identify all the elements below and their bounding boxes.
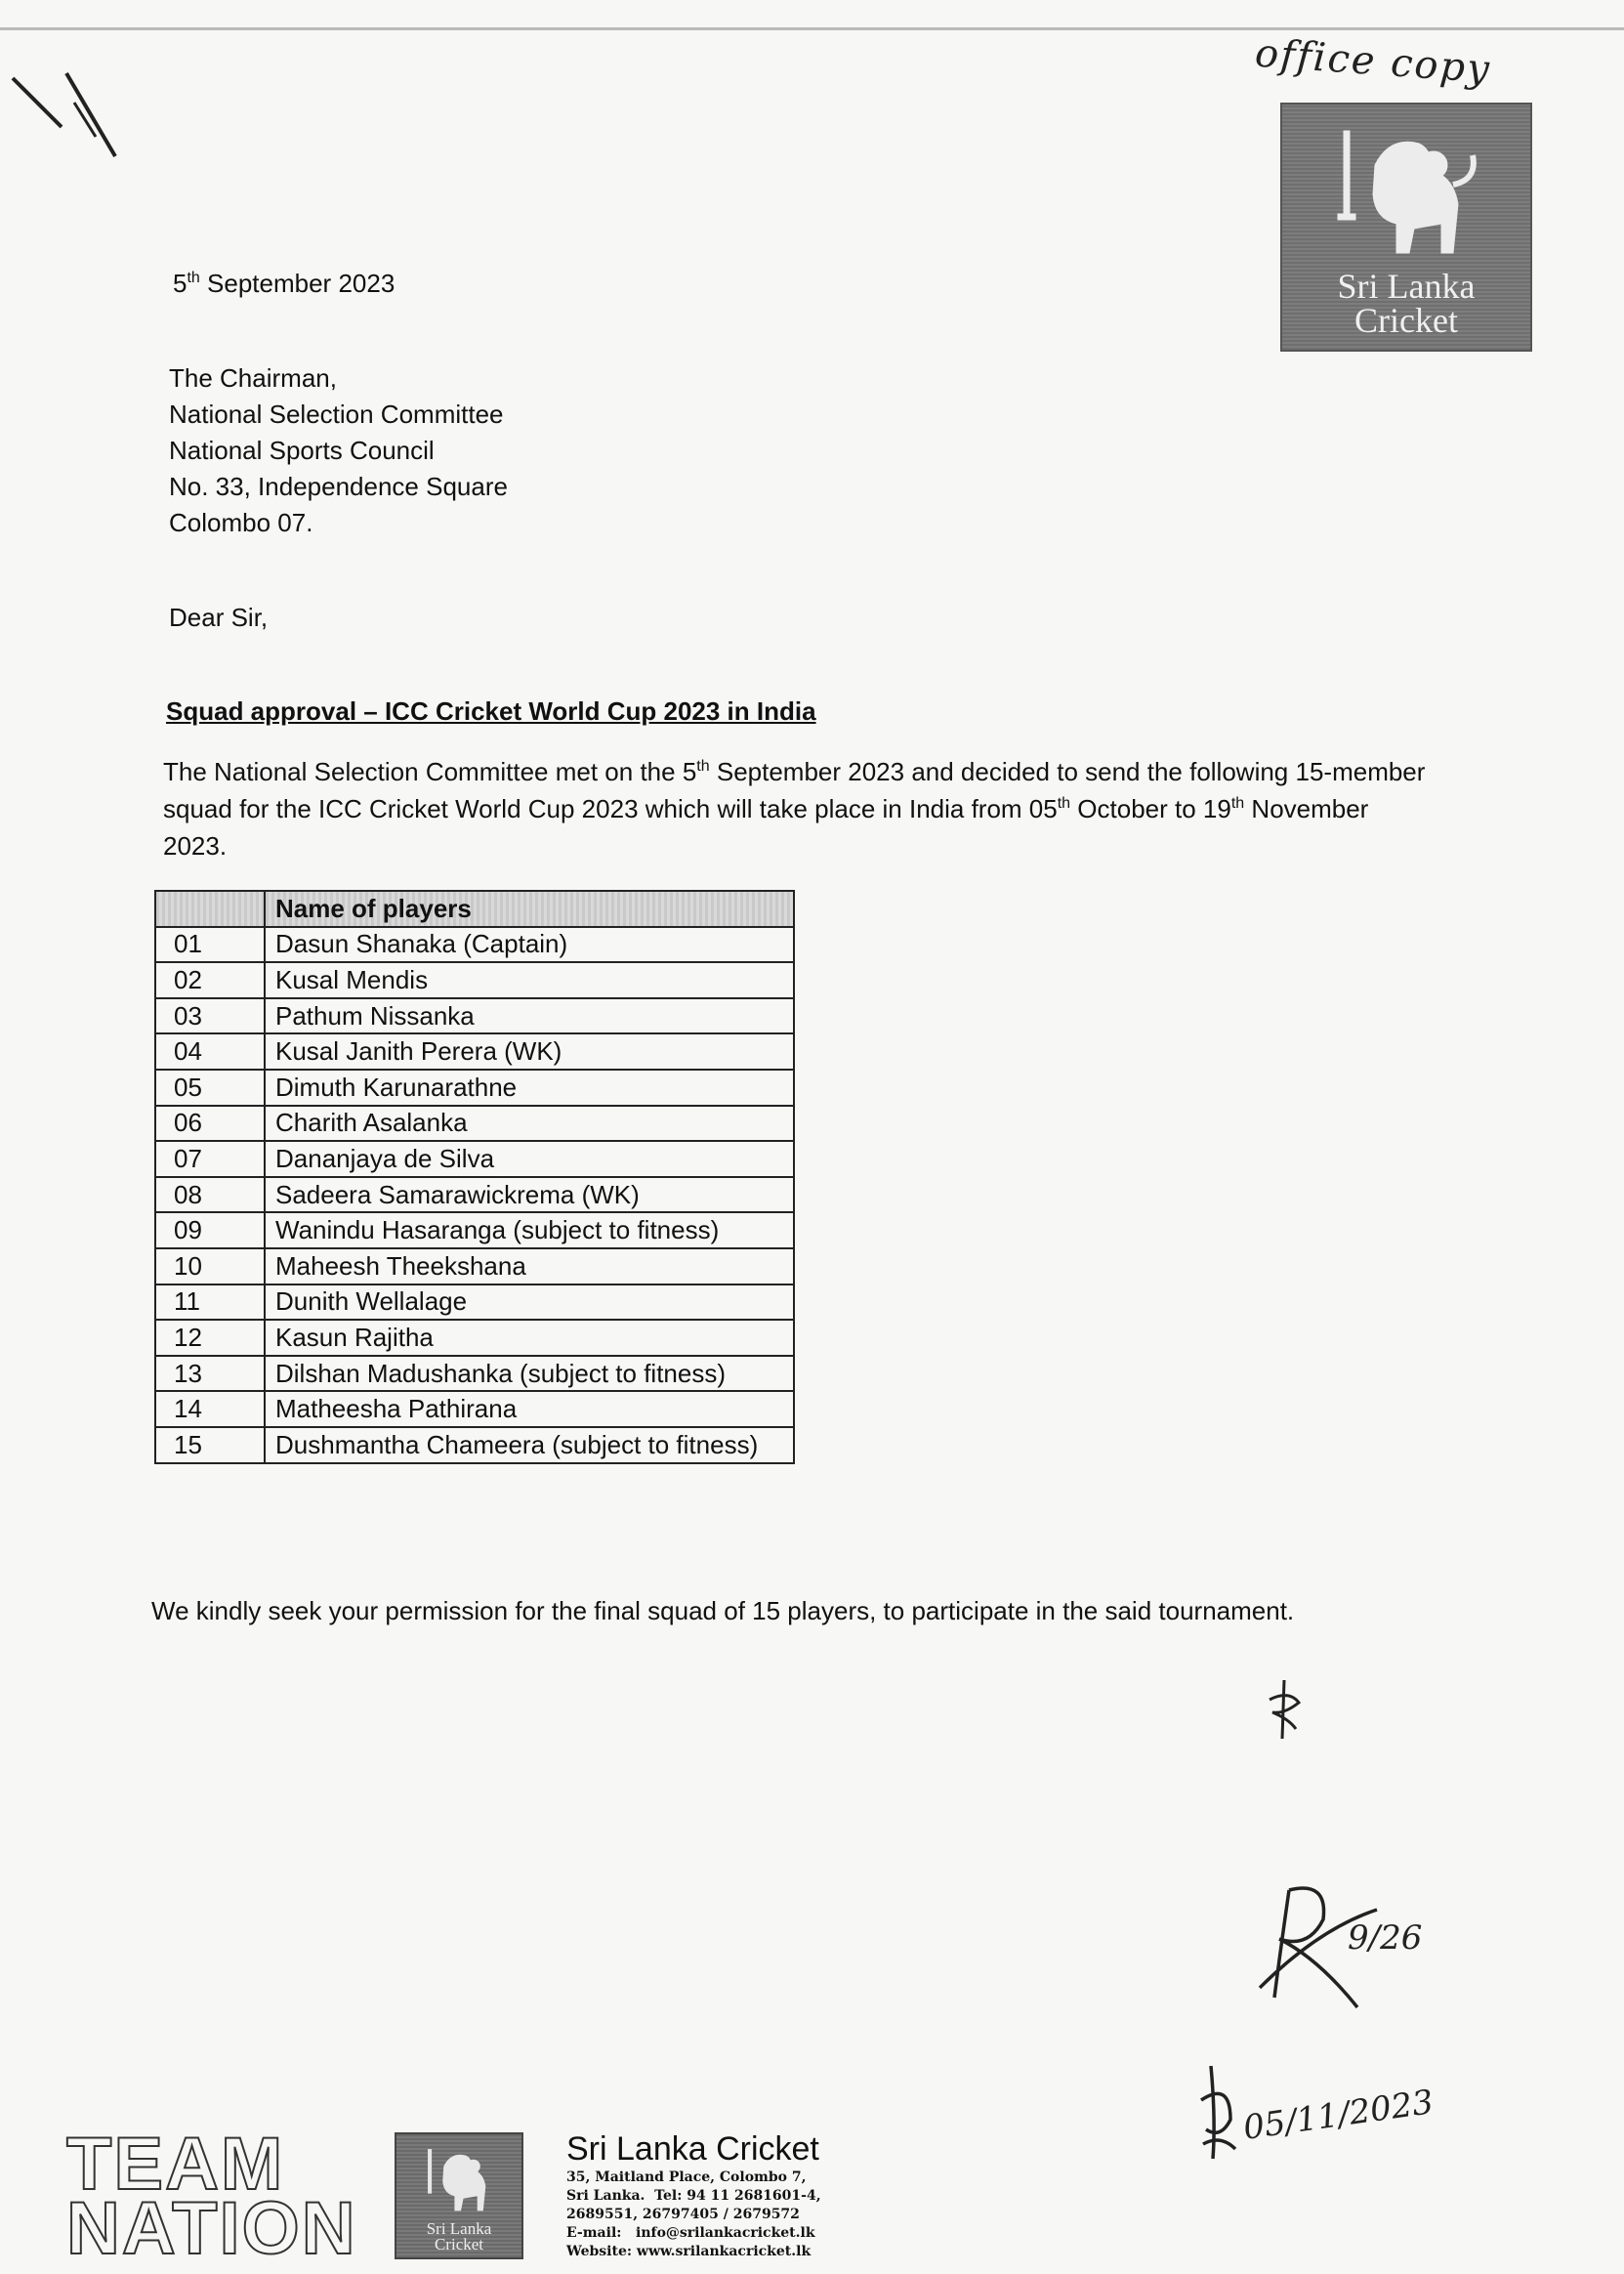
date-suffix: th [187, 270, 200, 286]
player-number: 06 [155, 1106, 265, 1142]
office-copy-handwritten-note: office copy [1253, 30, 1493, 93]
table-row [155, 962, 794, 998]
player-number: 05 [155, 1070, 265, 1106]
player-name: Wanindu Hasaranga (subject to fitness) [265, 1212, 794, 1248]
table-row [155, 1320, 794, 1356]
player-name: Kusal Mendis [265, 962, 794, 998]
player-name: Dimuth Karunarathne [265, 1070, 794, 1106]
players-table-body [155, 927, 794, 1463]
table-row [155, 1070, 794, 1106]
player-number: 14 [155, 1391, 265, 1427]
scan-top-edge-line [0, 27, 1624, 30]
player-name: Dasun Shanaka (Captain) [265, 927, 794, 963]
organization-contact-details: 35, Maitland Place, Colombo 7, Sri Lanka. Tel: 94 11 2681601-4, 2689551, 26797405 / 2679572 E-mail: info@srilankacricket.lk Website: www.srilankacricket.lk [566, 2169, 821, 2259]
logo-text-line1: Sri Lanka [1337, 267, 1476, 306]
player-name: Kusal Janith Perera (WK) [265, 1033, 794, 1070]
body-paragraph [163, 753, 1433, 864]
team-nation-logo [66, 2123, 379, 2270]
organization-name: Sri Lanka Cricket [566, 2130, 819, 2168]
handwritten-date-note: 05/11/2023 [1240, 2083, 1437, 2148]
handwritten-slash-marks [8, 68, 135, 166]
handwritten-signature-initials [1250, 1871, 1436, 2017]
table-row [155, 1284, 794, 1321]
table-row [155, 1248, 794, 1284]
player-number: 10 [155, 1248, 265, 1284]
player-number: 12 [155, 1320, 265, 1356]
player-number: 08 [155, 1177, 265, 1213]
para-part-d: November 2023. [163, 794, 1369, 861]
date-day: 5 [173, 269, 187, 298]
footer-cricket-logo [395, 2132, 523, 2259]
player-name: Sadeera Samarawickrema (WK) [265, 1177, 794, 1213]
player-name: Dananjaya de Silva [265, 1141, 794, 1177]
table-row [155, 1427, 794, 1463]
player-name: Dushmantha Chameera (subject to fitness) [265, 1427, 794, 1463]
player-name: Maheesh Theekshana [265, 1248, 794, 1284]
players-table [154, 890, 795, 1464]
player-number: 11 [155, 1284, 265, 1321]
player-name: Pathum Nissanka [265, 998, 794, 1034]
recipient-address: The Chairman, National Selection Committee National Sports Council No. 33, Independence Square Colombo 07. [169, 363, 508, 537]
footer-lion-emblem-icon [424, 2144, 498, 2218]
table-row [155, 1106, 794, 1142]
table-header-name: Name of players [265, 891, 794, 927]
player-number: 02 [155, 962, 265, 998]
table-row [155, 1177, 794, 1213]
closing-request: We kindly seek your permission for the final squad of 15 players, to participate in the said tournament. [151, 1596, 1295, 1625]
player-name: Kasun Rajitha [265, 1320, 794, 1356]
table-row [155, 1356, 794, 1392]
table-row [155, 998, 794, 1034]
lion-emblem-icon [1336, 126, 1482, 263]
sri-lanka-cricket-logo [1280, 103, 1532, 352]
footer-logo-text-line2: Cricket [434, 2235, 484, 2253]
para-part-a: The National Selection Committee met on the 5 [163, 757, 697, 786]
handwritten-signature-date [1191, 2051, 1445, 2169]
logo-text-line2: Cricket [1354, 301, 1458, 340]
player-number: 04 [155, 1033, 265, 1070]
player-number: 03 [155, 998, 265, 1034]
date-rest: September 2023 [199, 269, 396, 298]
table-row [155, 1391, 794, 1427]
para-sup-2: th [1057, 795, 1071, 812]
player-name: Dunith Wellalage [265, 1284, 794, 1321]
player-number: 07 [155, 1141, 265, 1177]
handwritten-initials-note: 9/26 [1348, 1918, 1423, 1958]
player-number: 13 [155, 1356, 265, 1392]
team-nation-line2: NATION [66, 2187, 357, 2270]
para-part-c: October to 19 [1070, 794, 1231, 823]
salutation: Dear Sir, [169, 603, 269, 632]
table-header-row [155, 891, 794, 927]
table-row [155, 1212, 794, 1248]
player-number: 15 [155, 1427, 265, 1463]
para-sup-1: th [696, 758, 710, 775]
letter-subject: Squad approval – ICC Cricket World Cup 2023 in India [166, 696, 816, 726]
team-nation-line1: TEAM [66, 2123, 285, 2206]
table-row [155, 1033, 794, 1070]
table-header-number [155, 891, 265, 927]
footer-logo-text-line1: Sri Lanka [426, 2219, 492, 2238]
footer-organization-block [566, 2129, 821, 2261]
para-part-b: September 2023 and decided to send the following 15-member squad for the ICC Cricket World Cup 2023 which will take place in India from 05 [163, 757, 1426, 823]
player-number: 09 [155, 1212, 265, 1248]
table-row [155, 1141, 794, 1177]
player-name: Dilshan Madushanka (subject to fitness) [265, 1356, 794, 1392]
handwritten-mark [1255, 1675, 1313, 1744]
player-number: 01 [155, 927, 265, 963]
letter-date [173, 266, 395, 301]
player-name: Charith Asalanka [265, 1106, 794, 1142]
table-row [155, 927, 794, 963]
para-sup-3: th [1230, 795, 1245, 812]
player-name: Matheesha Pathirana [265, 1391, 794, 1427]
